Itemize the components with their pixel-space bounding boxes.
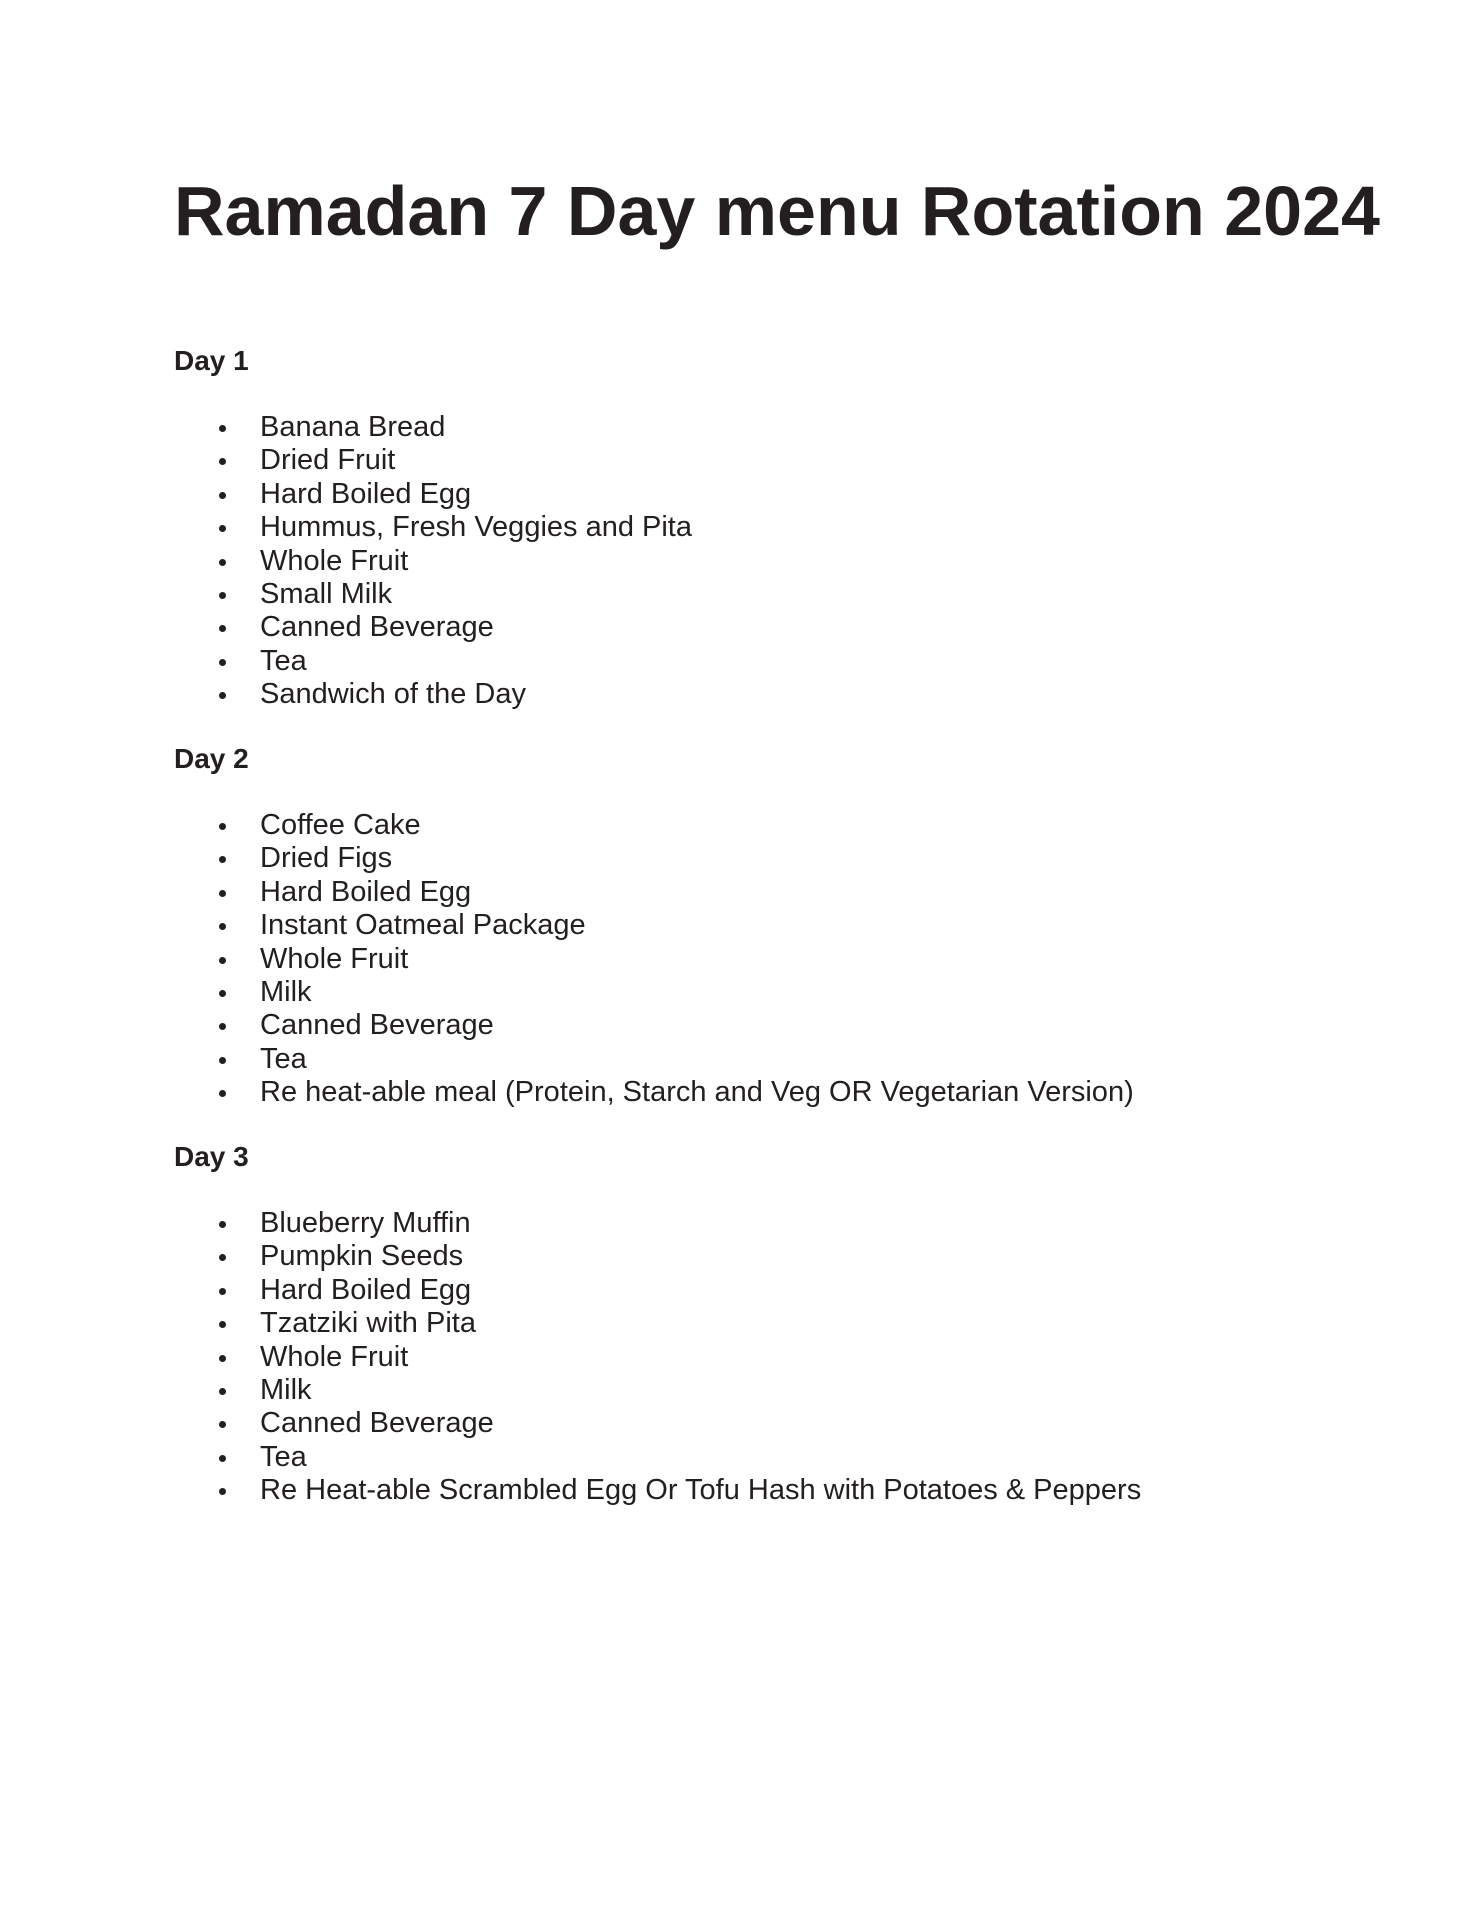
day-section-3 bbox=[174, 1140, 1334, 1508]
menu-item-label: Hummus, Fresh Veggies and Pita bbox=[260, 511, 692, 544]
bullet-icon bbox=[219, 458, 226, 465]
bullet-icon bbox=[219, 1355, 226, 1362]
list-item bbox=[174, 842, 1334, 875]
menu-item-label: Tzatziki with Pita bbox=[260, 1307, 476, 1340]
bullet-icon bbox=[219, 1388, 226, 1395]
menu-item-label: Canned Beverage bbox=[260, 1407, 494, 1440]
page-title: Ramadan 7 Day menu Rotation 2024 bbox=[174, 172, 1380, 250]
list-item bbox=[174, 1374, 1334, 1407]
bullet-icon bbox=[219, 1321, 226, 1328]
day-heading: Day 3 bbox=[174, 1141, 249, 1172]
list-item bbox=[174, 478, 1334, 511]
menu-item-label: Tea bbox=[260, 644, 307, 677]
bullet-icon bbox=[219, 525, 226, 532]
menu-item-label: Whole Fruit bbox=[260, 1340, 409, 1373]
menu-item-label: Re heat-able meal (Protein, Starch and Veg OR Vegetarian Version) bbox=[260, 1076, 1134, 1109]
bullet-icon bbox=[219, 856, 226, 863]
bullet-icon bbox=[219, 592, 226, 599]
menu-item-label: Hard Boiled Egg bbox=[260, 875, 472, 908]
day-heading: Day 2 bbox=[174, 743, 249, 774]
bullet-icon bbox=[219, 1057, 226, 1064]
bullet-icon bbox=[219, 990, 226, 997]
menu-item-label: Coffee Cake bbox=[260, 809, 421, 841]
list-item bbox=[174, 1474, 1334, 1507]
list-item bbox=[174, 1274, 1334, 1307]
bullet-icon bbox=[219, 492, 226, 499]
list-item bbox=[174, 1043, 1334, 1076]
list-item bbox=[174, 1341, 1334, 1374]
list-item bbox=[174, 1441, 1334, 1474]
list-item bbox=[174, 943, 1334, 976]
bullet-icon bbox=[219, 625, 226, 632]
menu-item-label: Banana Bread bbox=[260, 411, 446, 443]
day-section-1 bbox=[174, 344, 1334, 712]
list-item bbox=[174, 578, 1334, 611]
menu-item-label: Tea bbox=[260, 1440, 307, 1473]
menu-item-label: Instant Oatmeal Package bbox=[260, 909, 586, 942]
menu-item-label: Whole Fruit bbox=[260, 942, 409, 975]
menu-item-label: Sandwich of the Day bbox=[260, 678, 526, 711]
menu-item-label: Blueberry Muffin bbox=[260, 1207, 471, 1239]
list-item bbox=[174, 511, 1334, 544]
list-item bbox=[174, 444, 1334, 477]
bullet-icon bbox=[219, 1488, 226, 1495]
list-item bbox=[174, 1240, 1334, 1273]
menu-item-label: Milk bbox=[260, 975, 312, 1008]
bullet-icon bbox=[219, 957, 226, 964]
bullet-icon bbox=[219, 1455, 226, 1462]
list-item bbox=[174, 545, 1334, 578]
menu-item-label: Canned Beverage bbox=[260, 1009, 494, 1042]
list-item bbox=[174, 976, 1334, 1009]
bullet-icon bbox=[219, 1023, 226, 1030]
bullet-icon bbox=[219, 425, 226, 432]
bullet-icon bbox=[219, 1221, 226, 1228]
list-item bbox=[174, 645, 1334, 678]
list-item bbox=[174, 1407, 1334, 1440]
bullet-icon bbox=[219, 1288, 226, 1295]
list-item bbox=[174, 1307, 1334, 1340]
menu-item-label: Pumpkin Seeds bbox=[260, 1240, 464, 1273]
bullet-icon bbox=[219, 823, 226, 830]
list-item bbox=[174, 611, 1334, 644]
menu-list bbox=[174, 1207, 1334, 1508]
menu-item-label: Dried Figs bbox=[260, 842, 393, 875]
menu-item-label: Hard Boiled Egg bbox=[260, 1273, 472, 1306]
list-item bbox=[174, 411, 1334, 444]
menu-item-label: Canned Beverage bbox=[260, 611, 494, 644]
menu-item-label: Tea bbox=[260, 1042, 307, 1075]
menu-item-label: Re Heat-able Scrambled Egg Or Tofu Hash with Potatoes & Peppers bbox=[260, 1474, 1142, 1507]
menu-list bbox=[174, 809, 1334, 1110]
menu-item-label: Whole Fruit bbox=[260, 544, 409, 577]
bullet-icon bbox=[219, 659, 226, 666]
bullet-icon bbox=[219, 1090, 226, 1097]
menu-list bbox=[174, 411, 1334, 712]
menu-item-label: Dried Fruit bbox=[260, 444, 396, 477]
list-item bbox=[174, 809, 1334, 842]
list-item bbox=[174, 1207, 1334, 1240]
day-heading: Day 1 bbox=[174, 345, 249, 376]
bullet-icon bbox=[219, 1254, 226, 1261]
list-item bbox=[174, 1076, 1334, 1109]
bullet-icon bbox=[219, 890, 226, 897]
menu-item-label: Milk bbox=[260, 1373, 312, 1406]
menu-item-label: Hard Boiled Egg bbox=[260, 477, 472, 510]
bullet-icon bbox=[219, 559, 226, 566]
bullet-icon bbox=[219, 923, 226, 930]
list-item bbox=[174, 876, 1334, 909]
day-section-2 bbox=[174, 742, 1334, 1110]
list-item bbox=[174, 678, 1334, 711]
list-item bbox=[174, 1009, 1334, 1042]
list-item bbox=[174, 909, 1334, 942]
bullet-icon bbox=[219, 692, 226, 699]
bullet-icon bbox=[219, 1421, 226, 1428]
menu-item-label: Small Milk bbox=[260, 577, 393, 610]
